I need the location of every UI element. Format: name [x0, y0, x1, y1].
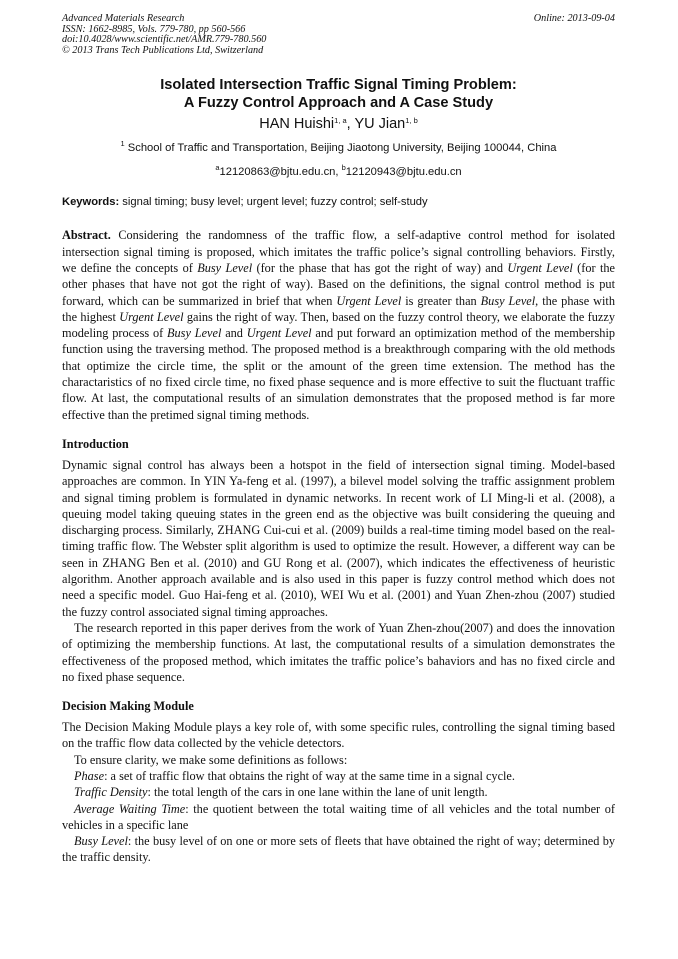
abstract-text: (for the phase that has got the right of way) and	[252, 260, 508, 275]
abstract-text: is greater than	[401, 293, 481, 308]
abstract-term: Urgent Level	[507, 260, 573, 275]
definition-average-waiting-time	[62, 801, 615, 834]
abstract-term: Busy Level	[167, 326, 222, 341]
abstract-text: (for the other phases that have not got the right of way). Based on the definitions, the signal control method is put forward, which can be summarized in brief that when	[62, 260, 615, 308]
abstract-term: Urgent Level	[336, 293, 402, 308]
issn-line: ISSN: 1662-8985, Vols. 779-780, pp 560-566	[62, 23, 246, 35]
affiliation-marker: 1	[120, 139, 125, 149]
author-1: HAN Huishi	[259, 116, 335, 133]
keywords	[62, 195, 615, 209]
keywords-label: Keywords:	[62, 196, 120, 209]
definition-term: Average Waiting Time	[74, 801, 186, 816]
definition-busy-level	[62, 833, 615, 866]
definition-term: Busy Level	[74, 834, 128, 849]
definition-term: Phase	[74, 768, 105, 783]
author-separator: ,	[346, 116, 355, 133]
abstract-text: gains the right of way. Then, based on the fuzzy control theory, we elaborate the fuzzy modeling process of	[62, 309, 615, 341]
section-heading-introduction: Introduction	[62, 436, 129, 451]
definition-traffic-density	[62, 784, 615, 800]
decision-paragraph-2: To ensure clarity, we make some definitions as follows:	[74, 752, 348, 767]
abstract-term: Urgent Level	[246, 326, 312, 341]
definition-term: Traffic Density	[74, 785, 148, 800]
abstract-term: Busy Level	[197, 260, 253, 275]
email-b-marker: b	[341, 163, 346, 173]
abstract-text: Considering the randomness of the traffic flow, a self-adaptive control method for isolated intersection signal timing is proposed, which imitates the traffic police’s signal controlling behaviors. Firstly, we define the concepts of	[62, 228, 615, 275]
abstract-label: Abstract.	[62, 228, 111, 243]
author-1-affil: 1, a	[334, 116, 347, 126]
doi-line: doi:10.4028/www.scientific.net/AMR.779-780.560	[62, 34, 267, 46]
definition-text: : the quotient between the total waiting time of all vehicles and the total number of vehicles in a specific lane	[62, 801, 615, 832]
section-heading-decision: Decision Making Module	[62, 699, 194, 714]
email-b: 12120943@bjtu.edu.cn	[345, 166, 462, 179]
title-line-2: A Fuzzy Control Approach and A Case Study	[183, 95, 494, 112]
definition-text: : the busy level of on one or more sets of fleets that have obtained the right of way; determined by the traffic density.	[62, 834, 615, 865]
author-list	[62, 115, 615, 133]
email-a-marker: a	[215, 163, 220, 173]
online-date: Online: 2013-09-04	[533, 13, 615, 24]
intro-paragraph-2: The research reported in this paper derives from the work of Yuan Zhen-zhou(2007) and does the innovation of optimizing the membership functions. At last, the computational results of a simulation demonstrates the effectiveness of the proposed method, which imitates the traffic police’s bahaviors and has no fixed circle and no fixed phase sequence.	[62, 620, 615, 684]
decision-paragraph-1: The Decision Making Module plays a key role of, with some specific rules, controlling the signal timing based on the traffic flow data collected by the vehicle detectors.	[62, 720, 615, 751]
abstract-term: Busy Level	[480, 293, 536, 308]
definition-text: : a set of traffic flow that obtains the right of way at the same time in a signal cycle.	[104, 768, 515, 783]
abstract-term: Urgent Level	[119, 309, 184, 324]
email-line	[62, 165, 615, 179]
abstract-text: , the phase with the highest	[62, 293, 615, 324]
author-2: YU Jian	[354, 116, 406, 133]
keywords-text: signal timing; busy level; urgent level; fuzzy control; self-study	[119, 196, 428, 209]
affiliation-text: School of Traffic and Transportation, Beijing Jiaotong University, Beijing 100044, China	[124, 142, 557, 155]
definition-text: : the total length of the cars in one lane within the lane of unit length.	[147, 785, 488, 800]
email-separator: ,	[335, 166, 342, 179]
intro-paragraph-1: Dynamic signal control has always been a hotspot in the field of intersection signal timing. Model-based approaches are common. In YIN Ya-feng et al. (1997), a bilevel model solving the traffic assignment problem and signal timing problem is formulated in dynamic networks. In recent work of LI Ming-li et al. (2008), a queuing model taking queuing states in the green end as the objective was built considering the queuing and discharging process. Similarly, ZHANG Cui-cui et al. (2009) builds a real-time timing model based on the real-timing traffic flow. The Webster split algorithm is used to optimize the result. However, a different way can be seen in ZHANG Ben et al. (2010) and GU Rong et al. (2007), which indicates the effectiveness of heuristic algorithm. Another approach available and is also used in this paper is fuzzy control method which does not need a specific model. Guo Hai-feng et al. (2010), WEI Wu et al. (2001) and Yuan Zhen-zhou (2007) studied the fuzzy control associated signal timing approaches.	[62, 457, 615, 619]
affiliation	[62, 141, 615, 155]
author-2-affil: 1, b	[405, 116, 418, 126]
journal-header	[62, 14, 615, 56]
abstract	[62, 227, 615, 423]
email-a: 12120863@bjtu.edu.cn	[219, 166, 336, 179]
journal-name: Advanced Materials Research	[62, 13, 185, 24]
paper-page	[62, 14, 615, 866]
definition-phase	[62, 768, 615, 784]
paper-title	[62, 76, 615, 112]
abstract-text: and put forward an optimization method of the membership function using the traversing method. The proposed method is a breakthrough comparing with the old methods that optimize the circle time, the split or the amount of the green time extension. The method has the charactaristics of no fixed circle time, no fixed phase sequence and is more effective to suit the fluctuant traffic flow. At last, the computational results of an simulation demonstrates that the proposed method is far more effective than the pretimed signal timing methods.	[62, 326, 616, 422]
copyright-line: © 2013 Trans Tech Publications Ltd, Switzerland	[62, 44, 264, 56]
title-line-1: Isolated Intersection Traffic Signal Timing Problem:	[160, 77, 517, 94]
abstract-text: and	[221, 326, 247, 341]
